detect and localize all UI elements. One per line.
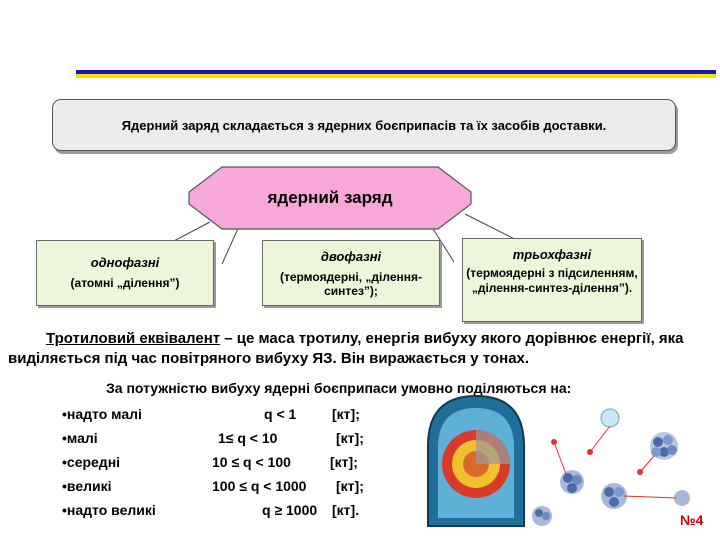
phase-title: трьохфазні bbox=[512, 247, 592, 262]
phase-title: однофазні bbox=[90, 255, 160, 270]
category-unit: [кт]; bbox=[336, 430, 364, 446]
slide-number: №4 bbox=[680, 512, 704, 528]
category-unit: [кт]. bbox=[332, 502, 360, 518]
nuclear-fission-illustration bbox=[414, 386, 714, 536]
tnt-term: Тротиловий еквівалент bbox=[46, 330, 221, 347]
fission-nuclei-icon bbox=[532, 409, 690, 526]
tnt-paragraph bbox=[8, 329, 712, 369]
phase-box-triple bbox=[462, 238, 642, 322]
category-range: q ≥ 1000 bbox=[262, 502, 318, 518]
phase-subtitle: (термоядерні з підсиленням, „ділення-синтез-ділення”). bbox=[466, 266, 638, 295]
phase-subtitle: (термоядерні, „ділення-синтез”); bbox=[279, 270, 423, 298]
tnt-definition: – це маса тротилу, енергія вибуху якого дорівнює енергії, яка виділяється під час повітряного вибуху ЯЗ. Він виражається у тонах. bbox=[8, 330, 684, 367]
category-name: •малі bbox=[62, 430, 98, 446]
category-name: •середні bbox=[62, 454, 121, 470]
bomb-cross-section-icon bbox=[428, 396, 524, 526]
category-range: 100 ≤ q < 1000 bbox=[212, 478, 307, 494]
category-name: •великі bbox=[62, 478, 112, 494]
category-unit: [кт]; bbox=[336, 478, 364, 494]
charge-label: ядерний заряд bbox=[267, 188, 393, 207]
category-range: q < 1 bbox=[264, 406, 297, 422]
category-unit: [кт]; bbox=[332, 406, 360, 422]
classification-intro: За потужністю вибуху ядерні боєприпаси умовно поділяються на: bbox=[106, 380, 572, 396]
category-name: •надто малі bbox=[62, 406, 142, 422]
category-unit: [кт]; bbox=[330, 454, 358, 470]
phase-subtitle: (атомні „ділення”) bbox=[70, 276, 180, 290]
definition-text: Ядерний заряд складається з ядерних боєприпасів та їх засобів доставки. bbox=[121, 117, 607, 133]
phase-box-double bbox=[262, 240, 440, 306]
category-range: 1≤ q < 10 bbox=[218, 430, 278, 446]
category-range: 10 ≤ q < 100 bbox=[212, 454, 291, 470]
category-name: •надто великі bbox=[62, 502, 156, 518]
phase-title: двофазні bbox=[320, 249, 382, 264]
phase-box-single bbox=[36, 240, 214, 306]
